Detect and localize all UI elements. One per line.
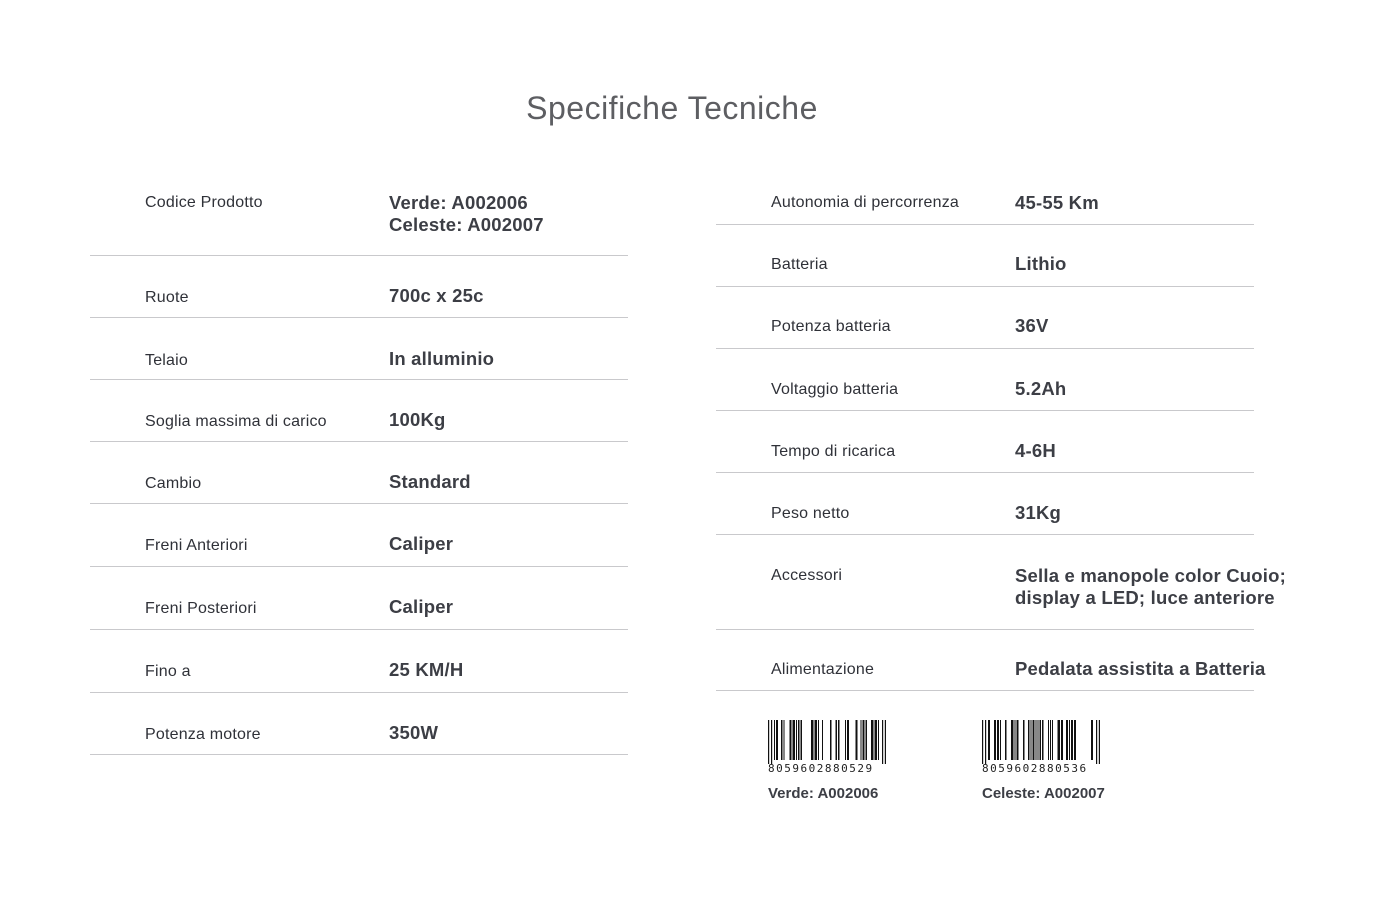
spec-row-peso-netto xyxy=(716,473,1254,535)
spec-label: Autonomia di percorrenza xyxy=(771,194,960,211)
spec-label: Tempo di ricarica xyxy=(771,443,896,460)
barcode-caption: Celeste: A002007 xyxy=(982,785,1105,802)
spec-label: Cambio xyxy=(145,475,202,492)
barcode-section xyxy=(768,720,1168,820)
spec-row-potenza-motore xyxy=(90,693,628,755)
barcode-digits: 8059602880536 xyxy=(982,762,1088,775)
spec-value: 36V xyxy=(1015,315,1049,336)
barcode-celeste xyxy=(982,720,1105,802)
spec-label: Alimentazione xyxy=(771,661,875,678)
barcode-caption: Verde: A002006 xyxy=(768,785,879,802)
spec-label: Potenza batteria xyxy=(771,318,891,335)
spec-value xyxy=(389,192,544,236)
spec-row-potenza-batteria xyxy=(716,287,1254,349)
spec-value: 45-55 Km xyxy=(1015,192,1099,213)
spec-row-cambio xyxy=(90,442,628,504)
spec-value-line: Sella e manopole color Cuoio; xyxy=(1015,565,1287,586)
spec-value: 700c x 25c xyxy=(389,285,484,306)
spec-value: Pedalata assistita a Batteria xyxy=(1015,658,1266,679)
spec-value: 350W xyxy=(389,722,439,743)
spec-label: Potenza motore xyxy=(145,726,261,743)
spec-label: Telaio xyxy=(145,352,189,369)
spec-label: Freni Posteriori xyxy=(145,600,257,617)
spec-label: Batteria xyxy=(771,256,828,273)
spec-label: Accessori xyxy=(771,567,843,584)
spec-table-left xyxy=(90,182,628,755)
spec-value: 31Kg xyxy=(1015,502,1062,523)
spec-row-fino-a xyxy=(90,630,628,693)
spec-value xyxy=(1015,565,1286,609)
spec-row-freni-anteriori xyxy=(90,504,628,567)
spec-label: Fino a xyxy=(145,663,191,680)
spec-row-accessori xyxy=(716,535,1287,630)
barcode-image xyxy=(982,720,1100,764)
spec-value: Lithio xyxy=(1015,253,1067,274)
spec-value: 5.2Ah xyxy=(1015,378,1067,399)
spec-row-ruote xyxy=(90,256,628,318)
spec-value: 4-6H xyxy=(1015,440,1056,461)
spec-row-autonomia xyxy=(716,182,1254,225)
spec-row-voltaggio-batteria xyxy=(716,349,1254,411)
spec-label: Freni Anteriori xyxy=(145,537,248,554)
spec-label: Voltaggio batteria xyxy=(771,381,899,398)
spec-value-line: Verde: A002006 xyxy=(389,192,528,213)
spec-row-alimentazione xyxy=(716,630,1266,691)
spec-row-codice-prodotto xyxy=(90,182,628,256)
spec-value-line: display a LED; luce anteriore xyxy=(1015,587,1275,608)
spec-label: Peso netto xyxy=(771,505,850,522)
spec-value-line: Celeste: A002007 xyxy=(389,214,544,235)
barcode-image xyxy=(768,720,886,764)
barcode-verde xyxy=(768,720,886,802)
page-title: Specifiche Tecniche xyxy=(526,90,818,126)
spec-row-batteria xyxy=(716,225,1254,287)
spec-row-freni-posteriori xyxy=(90,567,628,630)
spec-value: In alluminio xyxy=(389,348,495,369)
spec-value: 25 KM/H xyxy=(389,659,464,680)
spec-row-telaio xyxy=(90,318,628,380)
spec-value: Caliper xyxy=(389,533,454,554)
spec-table-right xyxy=(716,182,1287,691)
spec-label: Ruote xyxy=(145,289,189,306)
spec-value: Standard xyxy=(389,471,471,492)
spec-label: Codice Prodotto xyxy=(145,194,263,211)
spec-row-tempo-ricarica xyxy=(716,411,1254,473)
spec-row-soglia xyxy=(90,380,628,442)
spec-value: 100Kg xyxy=(389,409,446,430)
spec-label: Soglia massima di carico xyxy=(145,413,327,430)
barcode-digits: 8059602880529 xyxy=(768,762,874,775)
spec-value: Caliper xyxy=(389,596,454,617)
